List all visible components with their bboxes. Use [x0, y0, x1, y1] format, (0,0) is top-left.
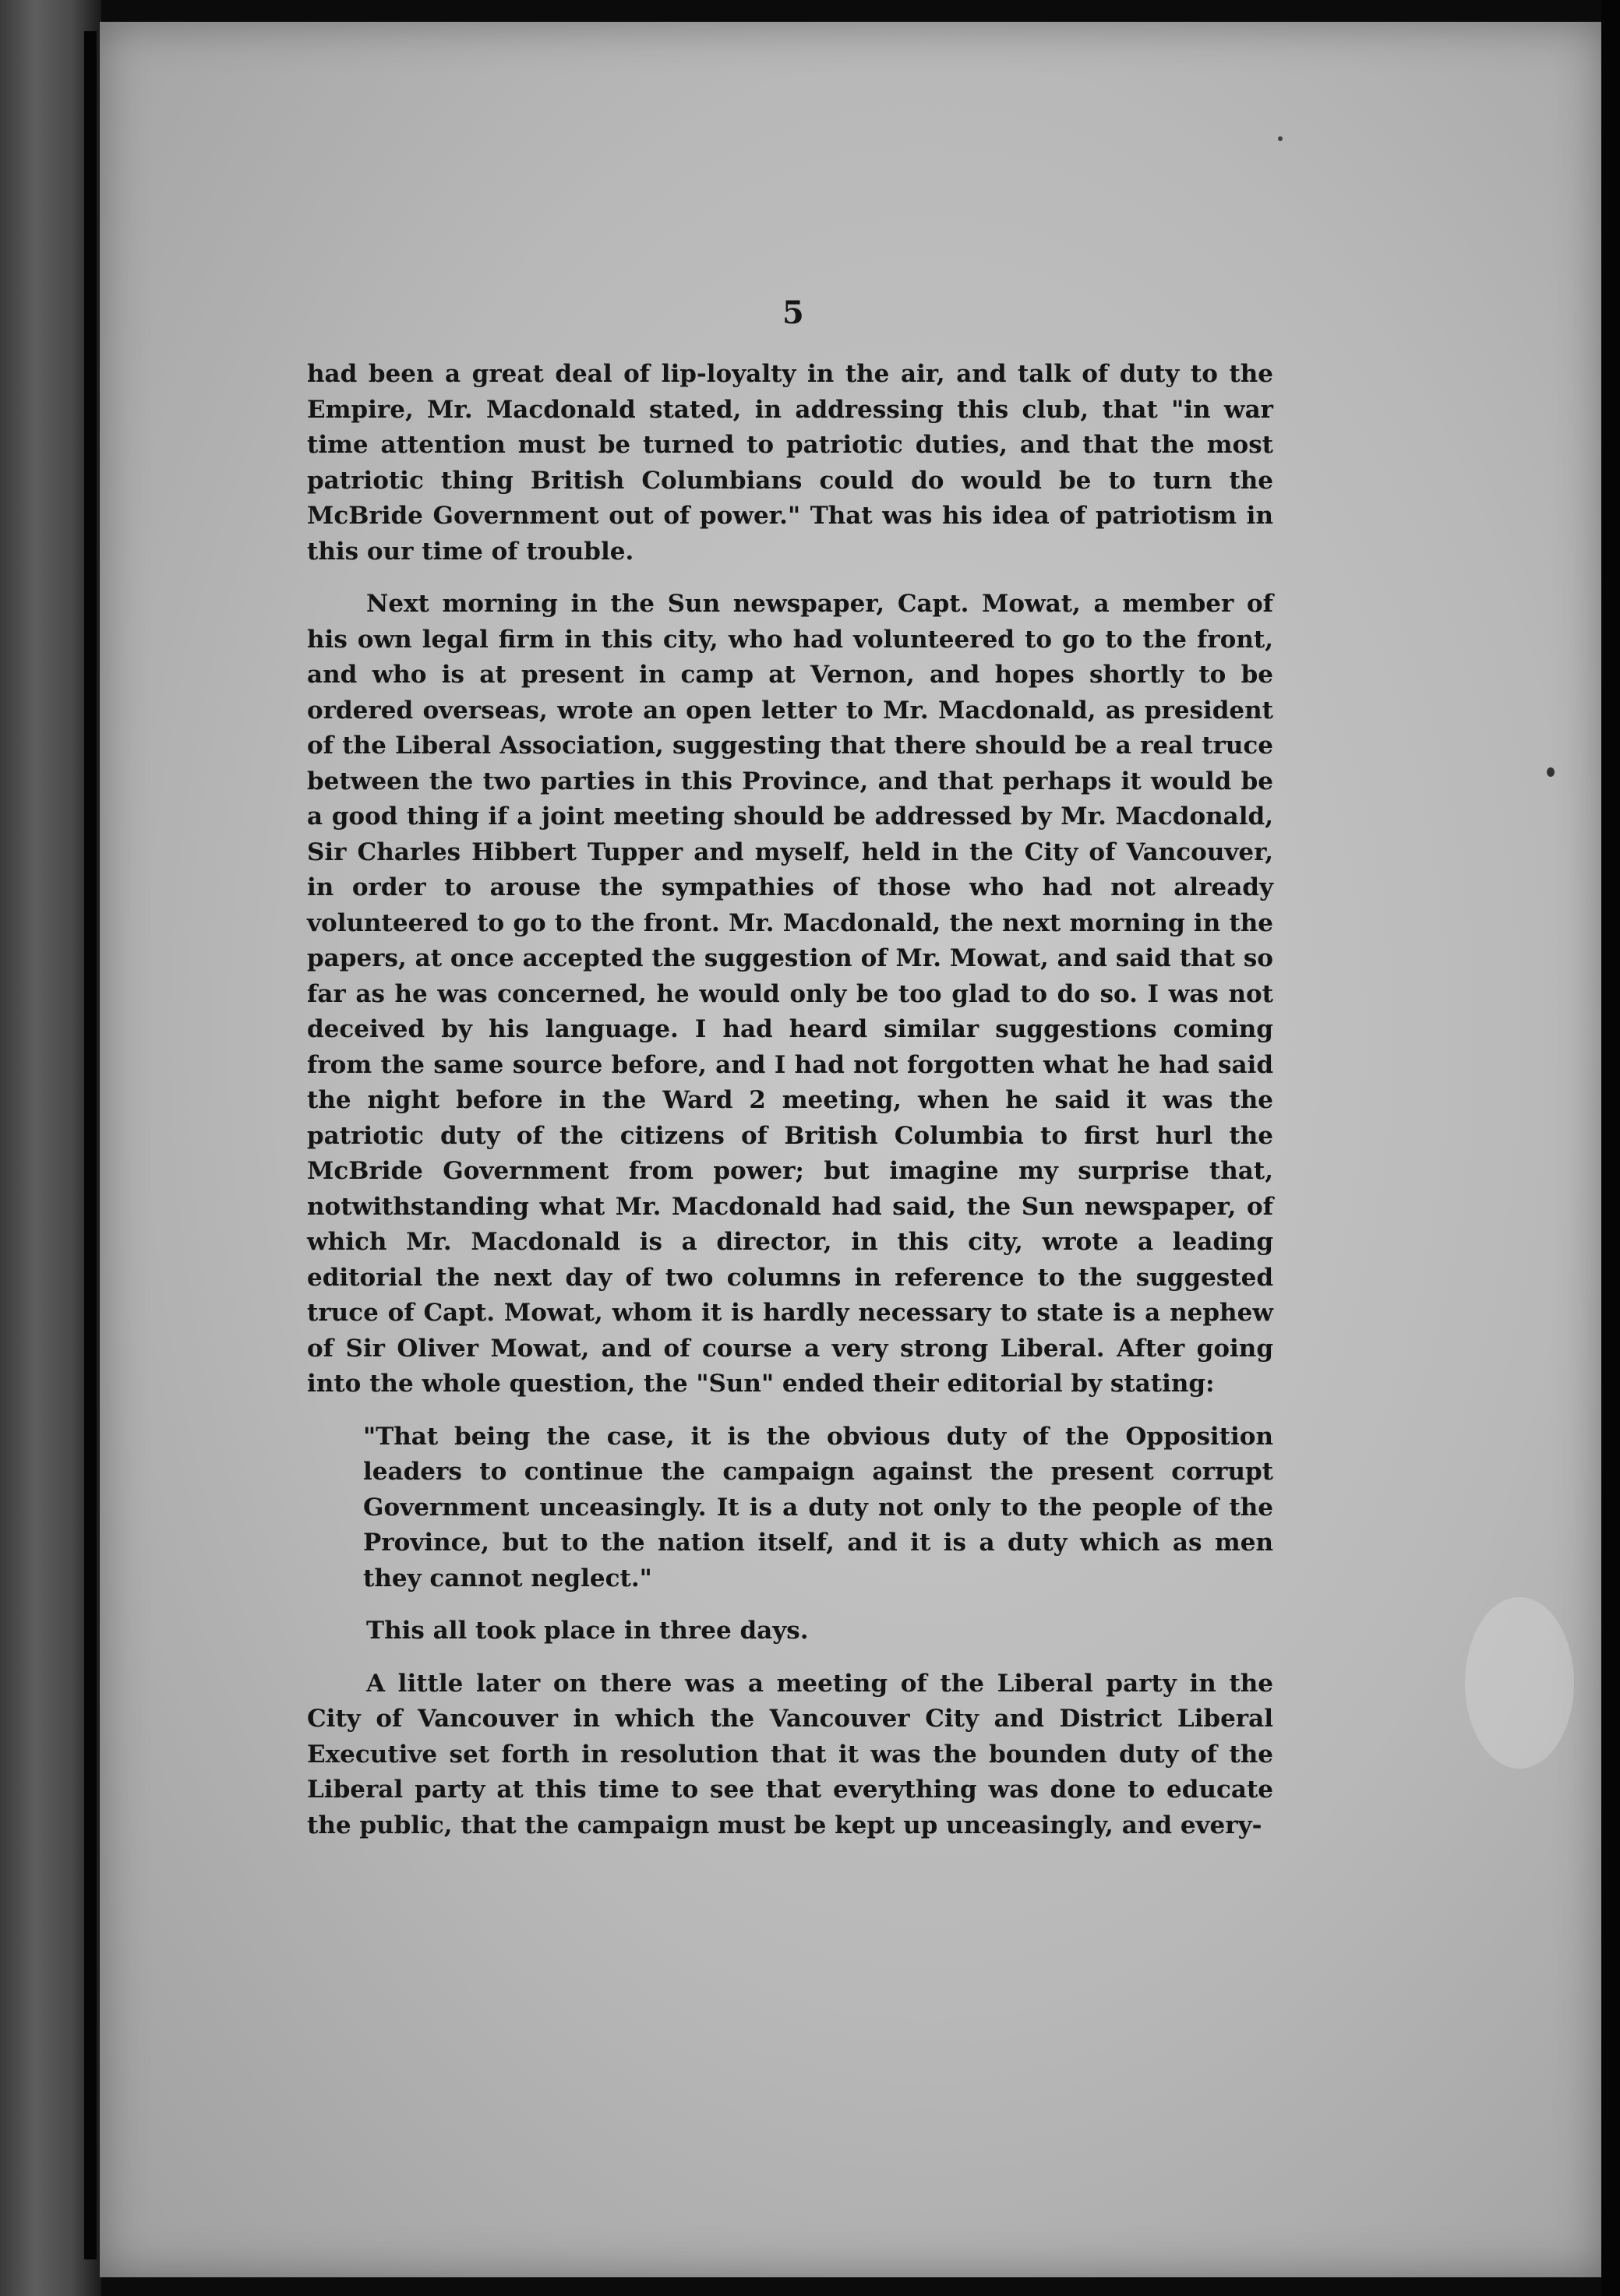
binding-shadow: [84, 31, 97, 2259]
paper-speck: [1278, 136, 1283, 141]
paragraph-three-days: This all took place in three days.: [366, 1617, 809, 1645]
paper-speck: [1547, 767, 1555, 777]
document-body: [307, 357, 1273, 1860]
paragraph-continuation: had been a great deal of lip-loyalty in the air, and talk of duty to the Empire, Mr. Macdonald stated, in addressing this club, that "in war time attention must be turned to patriotic duties, and that the most patriotic thing British Columbians could do would be to turn the McBride Government out of power." That was his idea of patriotism in this our time of trouble.: [307, 360, 1273, 566]
scan-border: [1601, 0, 1620, 2296]
block-quote-sun-editorial: "That being the case, it is the obvious duty of the Opposition leaders to continue the campaign against the present corrupt Government unceasingly. It is a duty not only to the people of the Province, but to the nation itself, and it is a duty which as men they cannot neglect.": [363, 1422, 1273, 1592]
paragraph-mowat-letter: Next morning in the Sun newspaper, Capt. Mowat, a member of his own legal firm in this city, who had volunteered to go to the front, and who is at present in camp at Vernon, and hopes shortly to be ordered overseas, wrote an open letter to Mr. Macdonald, as president of the Liberal Association, suggesting that there should be a real truce between the two parties in this Province, and that perhaps it would be a good thing if a joint meeting should be addressed by Mr. Macdonald, Sir Charles Hibbert Tupper and myself, held in the City of Vancouver, in order to arouse the sympathies of those who had not already volunteered to go to the front. Mr. Macdonald, the next morning in the papers, at once accepted the suggestion of Mr. Mowat, and said that so far as he was concerned, he would only be too glad to do so. I was not deceived by his language. I had heard similar suggestions coming from the same source before, and I had not forgotten what he had said the night before in the Ward 2 meeting, when he said it was the patriotic duty of the citizens of British Columbia to first hurl the McBride Government from power; but imagine my surprise that, notwithstanding what Mr. Macdonald had said, the Sun newspaper, of which Mr. Macdonald is a director, in this city, wrote a leading editorial the next day of two columns in reference to the suggested truce of Capt. Mowat, whom it is hardly necessary to state is a nephew of Sir Oliver Mowat, and of course a very strong Liberal. After going into the whole question, the "Sun" ended their editorial by stating:: [307, 590, 1273, 1398]
paper-speck: [1465, 1597, 1574, 1769]
paragraph-liberal-meeting: A little later on there was a meeting of the Liberal party in the City of Vancouver in which the Vancouver City and District Liberal Executive set forth in resolution that it was the bounden duty of the Liberal party at this time to see that everything was done to educate the public, that the campaign must be kept up unceasingly, and every-: [307, 1669, 1273, 1839]
page-number: 5: [782, 294, 804, 331]
